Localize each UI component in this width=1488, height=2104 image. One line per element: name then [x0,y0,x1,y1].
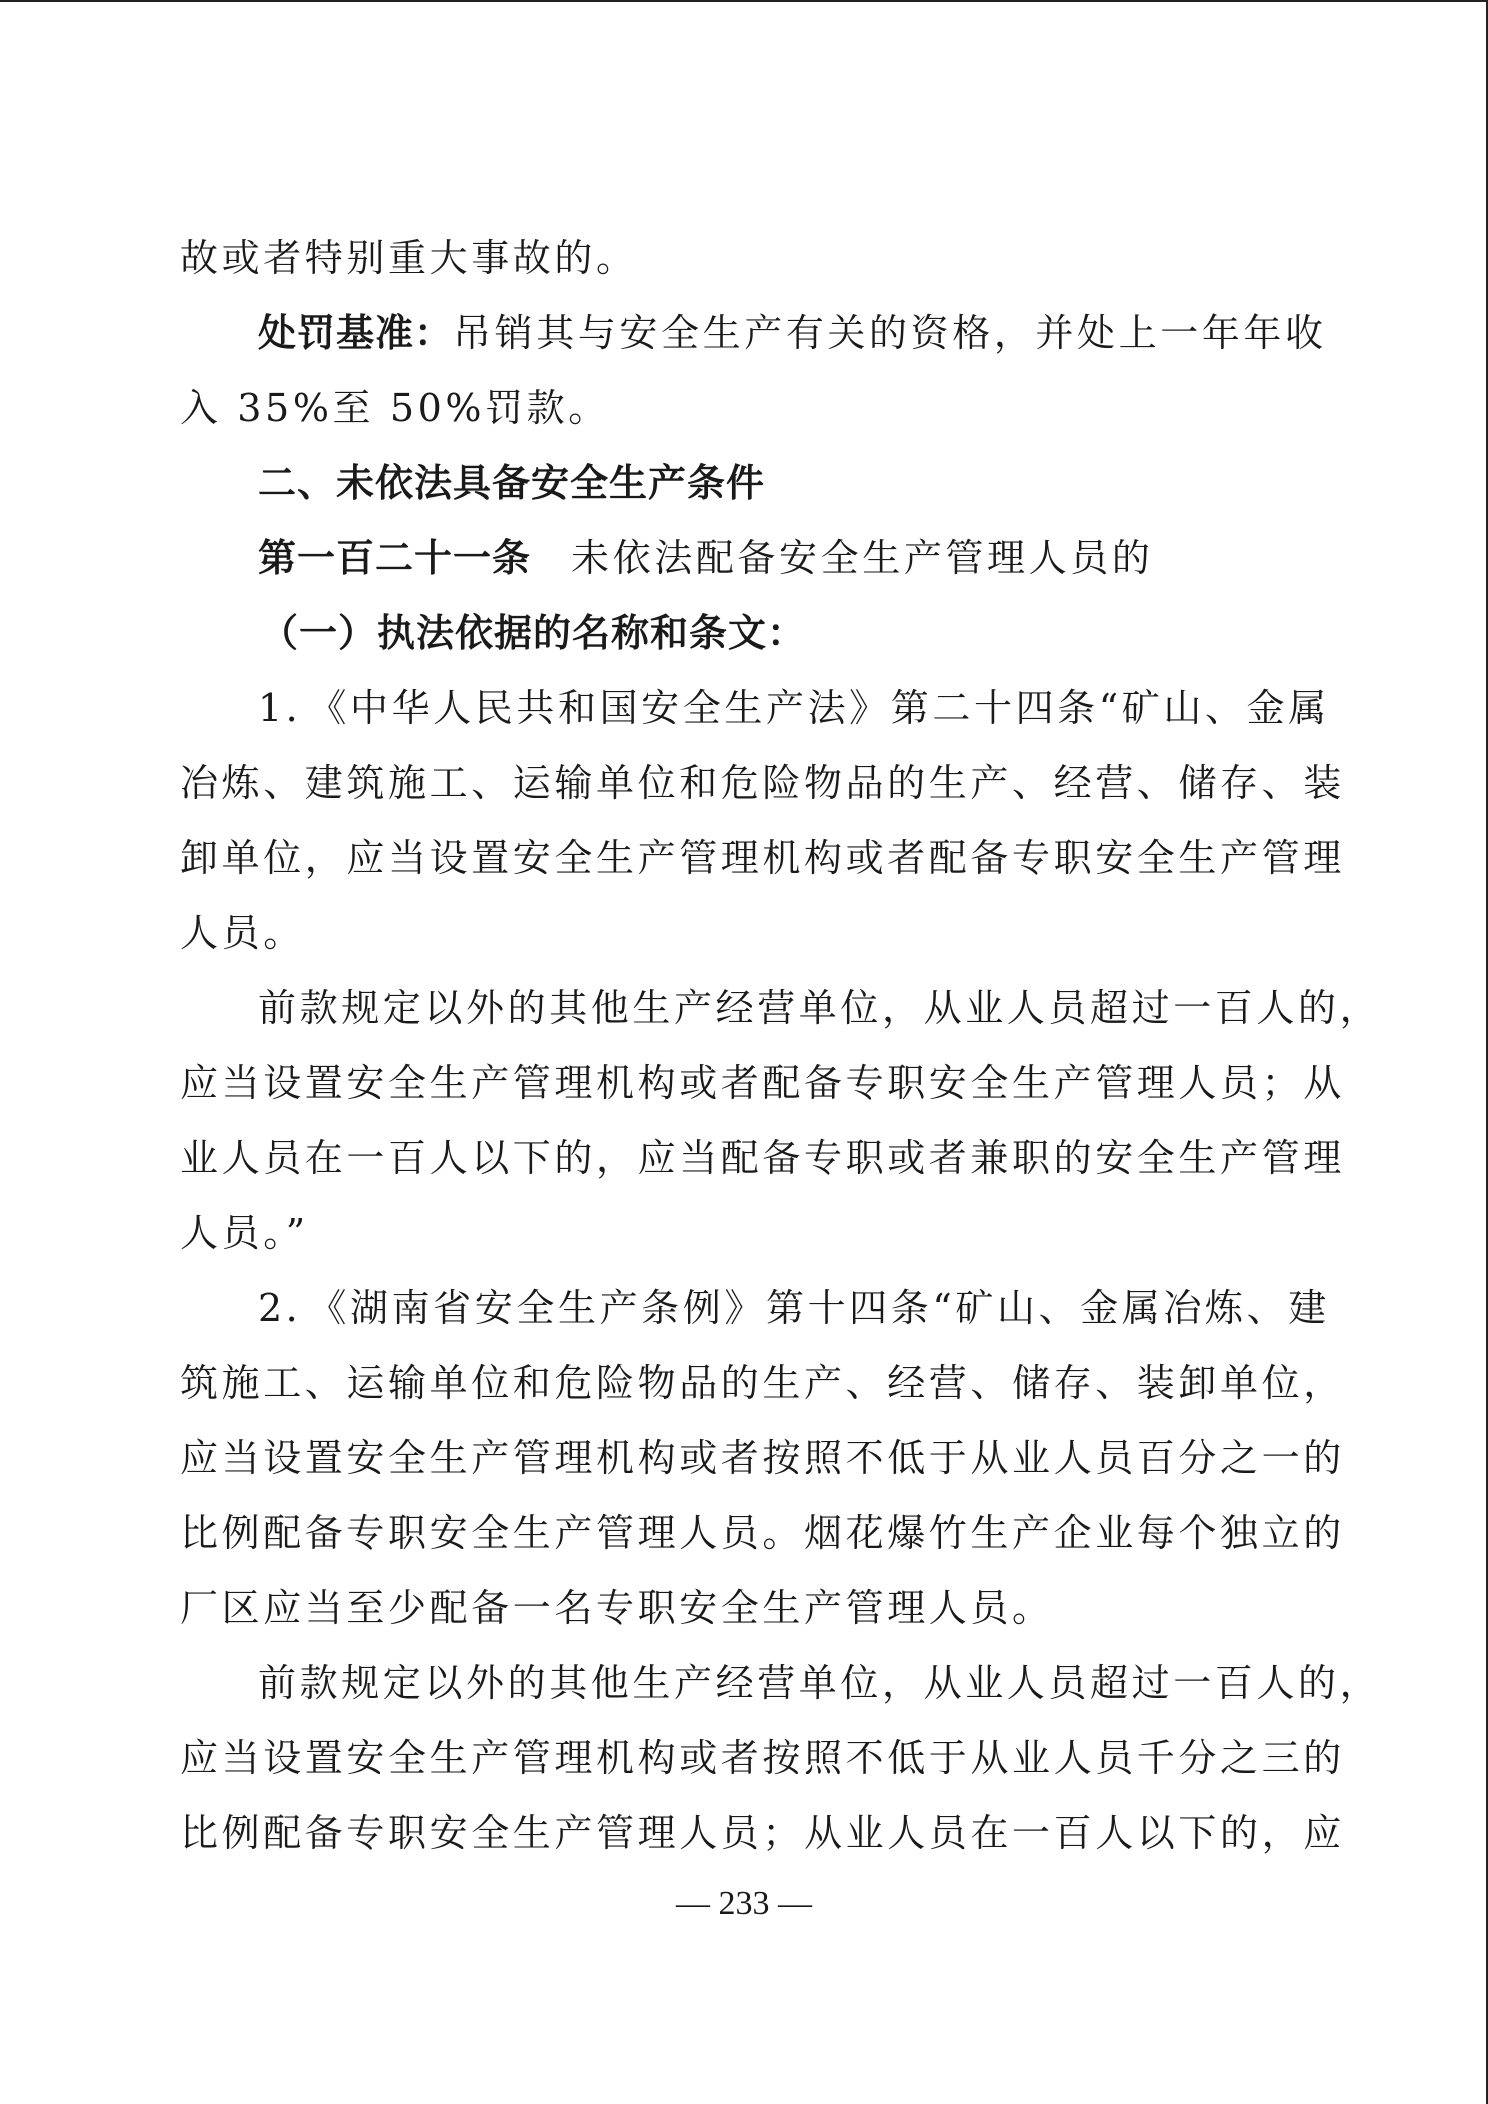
text-line: 入 35%至 50%罚款。 [180,386,610,430]
subsection-heading: （一）执法依据的名称和条文： [260,611,807,655]
article-heading-line [258,533,1310,583]
text-line: 1．《中华人民共和国安全生产法》第二十四条“矿山、金属 [258,686,1330,730]
text-line: 2．《湖南省安全生产条例》第十四条“矿山、金属冶炼、建 [258,1286,1330,1330]
page-number: — 233 — [676,1885,812,1922]
text-line: 应当设置安全生产管理机构或者按照不低于从业人员百分之一的 [180,1436,1345,1480]
article-title: 未依法配备安全生产管理人员的 [571,536,1154,580]
page-border-top [0,0,1488,2]
text-line: 应当设置安全生产管理机构或者按照不低于从业人员千分之三的 [180,1736,1345,1780]
text-line: 人员。 [180,911,305,955]
text-line: 比例配备专职安全生产管理人员；从业人员在一百人以下的，应 [180,1811,1345,1855]
text-line: 冶炼、建筑施工、运输单位和危险物品的生产、经营、储存、装 [180,761,1345,805]
penalty-standard-label: 处罚基准： [258,311,454,355]
text-line: 人员。” [180,1211,309,1255]
text-line: 前款规定以外的其他生产经营单位，从业人员超过一百人的， [258,1661,1382,1705]
text-line: 故或者特别重大事故的。 [180,236,638,280]
text-line: 卸单位，应当设置安全生产管理机构或者配备专职安全生产管理 [180,836,1345,880]
text-line: 前款规定以外的其他生产经营单位，从业人员超过一百人的， [258,986,1382,1030]
article-number: 第一百二十一条 [258,536,532,580]
section-heading: 二、未依法具备安全生产条件 [258,461,766,505]
text-line: 应当设置安全生产管理机构或者配备专职安全生产管理人员；从 [180,1061,1345,1105]
penalty-standard-text: 吊销其与安全生产有关的资格，并处上一年年收 [453,311,1327,355]
text-line: 厂区应当至少配备一名专职安全生产管理人员。 [180,1586,1054,1630]
text-line: 业人员在一百人以下的，应当配备专职或者兼职的安全生产管理 [180,1136,1345,1180]
penalty-standard-line [258,308,1327,358]
text-line: 比例配备专职安全生产管理人员。烟花爆竹生产企业每个独立的 [180,1511,1345,1555]
text-line: 筑施工、运输单位和危险物品的生产、经营、储存、装卸单位， [180,1361,1345,1405]
